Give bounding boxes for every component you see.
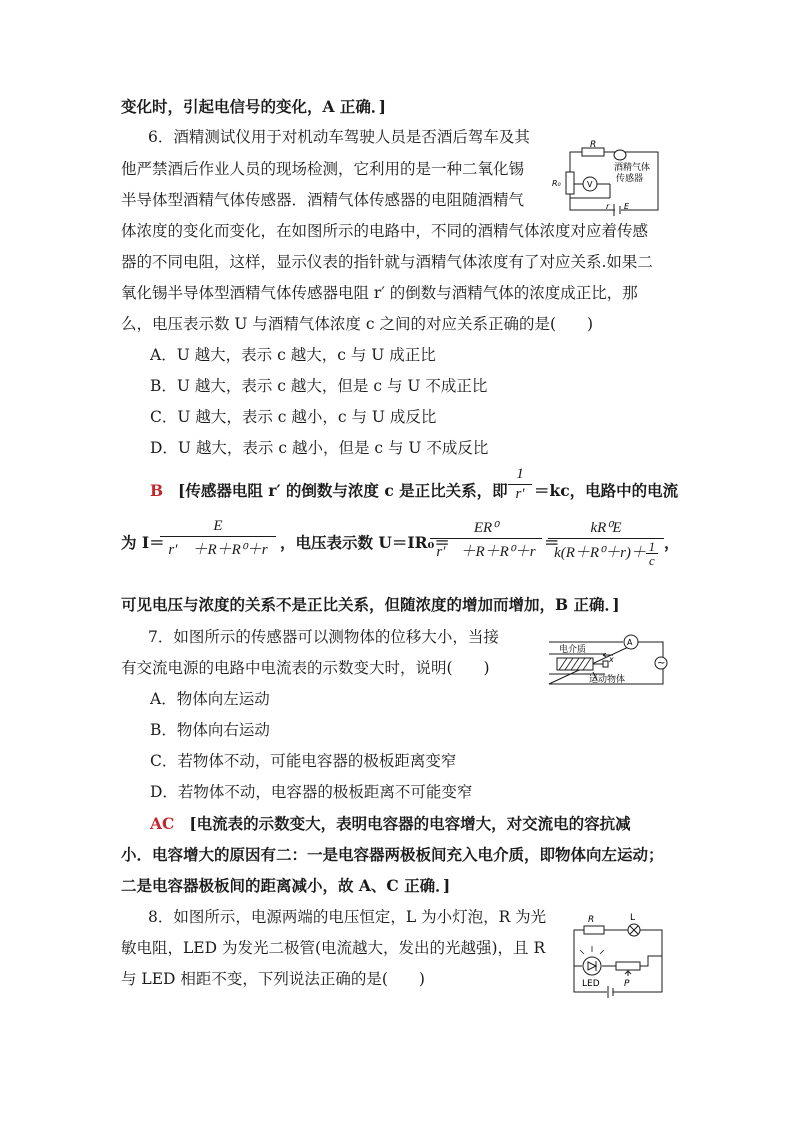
q6-explain-1: B [传感器电阻 r′ 的倒数与浓度 c 是正比关系，即 [150,481,508,500]
q6-fig-label-e: E [624,202,630,211]
continuation-line: 变化时，引起电信号的变化，A 正确．] [121,97,387,116]
q8-circuit-figure [568,910,668,1000]
q6-frac-current: E r′ ＋R＋R⁰＋r [160,518,276,559]
q6-explain-2-end: ， [664,533,680,552]
q6-fig-label-sensor-2: 传感器 [616,174,644,184]
q8-line-2: 敏电阻，LED 为发光二极管(电流越大，发出的光越强)，且 R [121,939,546,957]
q8-fig-label-l: L [630,913,636,923]
q6-explain-1-tail: ＝kc，电路中的电流 [534,481,679,500]
q6-fig-label-r: R [590,140,597,150]
q7-option-d: D．若物体不动，电容器的极板距离不可能变窄 [150,783,473,801]
q7-option-a: A．物体向左运动 [150,690,270,708]
q7-circuit-figure [545,632,675,690]
q6-answer: B [150,481,164,500]
q6-fig-label-r-internal: r [606,202,610,211]
q7-explain-1: AC [电流表的示数变大，表明电容器的电容增大，对交流电的容抗减 [150,814,631,833]
q7-line-2: 有交流电源的电路中电流表的示数变大时，说明( ) [121,659,490,677]
q8-fig-label-r: R [588,915,595,925]
q7-fig-label-x: x [609,655,614,664]
q6-frac-final: kR⁰E k(R＋R⁰＋r)＋ $\frac{1}{c}$ [548,518,664,567]
q7-fig-label-ammeter: A [627,638,633,647]
q7-line-1: 7．如图所示的传感器可以测物体的位移大小，当接 [148,628,499,646]
q6-option-c: C．U 越大，表示 c 越小，c 与 U 成反比 [150,408,437,426]
q6-explain-3: 可见电压与浓度的关系不是正比关系，但随浓度的增加而增加，B 正确．] [121,595,620,614]
q7-explain-2: 小．电容增大的原因有二：一是电容器两极板间充入电介质，即物体向左运动； [121,845,664,864]
q6-explain-2-prefix: 为 I＝ [121,533,165,552]
q6-circuit-figure [550,138,670,216]
q6-explain-2-mid: ，电压表示数 U＝IR₀＝ [280,533,450,552]
q8-line-1: 8．如图所示，电源两端的电压恒定，L 为小灯泡，R 为光 [148,908,547,926]
q7-option-b: B．物体向右运动 [150,721,270,739]
q6-line-4: 体浓度的变化而变化，在如图所示的电路中，不同的酒精气体浓度对应着传感 [121,222,649,240]
q6-explain-2-eq: ＝ [544,533,560,552]
q6-line-5: 器的不同电阻，这样，显示仪表的指针就与酒精气体浓度有了对应关系.如果二 [121,253,653,271]
q6-line-1: 6．酒精测试仪用于对机动车驾驶人员是否酒后驾车及其 [148,128,530,146]
q6-frac-1-over-r: 1 r′ [508,466,532,503]
q7-option-c: C．若物体不动，可能电容器的极板距离变窄 [150,752,457,770]
q8-fig-label-p: P [624,979,630,989]
q7-answer: AC [150,814,175,833]
q6-fig-label-sensor-1: 酒精气体 [614,163,651,173]
q8-fig-label-led: LED [582,979,600,989]
q7-fig-label-dielectric: 电介质 [559,645,587,655]
q6-option-a: A．U 越大，表示 c 越大，c 与 U 成正比 [150,346,436,364]
q6-line-2: 他严禁酒后作业人员的现场检测，它利用的是一种二氧化锡 [121,160,525,178]
q6-option-d: D．U 越大，表示 c 越小，但是 c 与 U 不成反比 [150,439,489,457]
q6-frac-voltage: ER⁰ r′ ＋R＋R⁰＋r [430,518,542,561]
q6-option-b: B．U 越大，表示 c 越大，但是 c 与 U 不成正比 [150,377,488,395]
q7-fig-label-object: 运动物体 [589,675,626,685]
q6-fig-label-r0: R₀ [552,179,561,188]
q7-explain-3: 二是电容器极板间的距离减小，故 A、C 正确．] [121,876,451,895]
q7-fig-label-ac: ~ [657,658,666,669]
q6-line-6: 氧化锡半导体型酒精气体传感器电阻 r′ 的倒数与酒精气体的浓度成正比，那 [121,284,638,302]
q6-line-3: 半导体型酒精气体传感器．酒精气体传感器的电阻随酒精气 [121,191,525,209]
q6-fig-label-v: V [587,180,593,189]
q6-line-7: 么，电压表示数 U 与酒精气体浓度 c 之间的对应关系正确的是( ) [121,315,594,333]
q8-line-3: 与 LED 相距不变，下列说法正确的是( ) [121,970,425,988]
